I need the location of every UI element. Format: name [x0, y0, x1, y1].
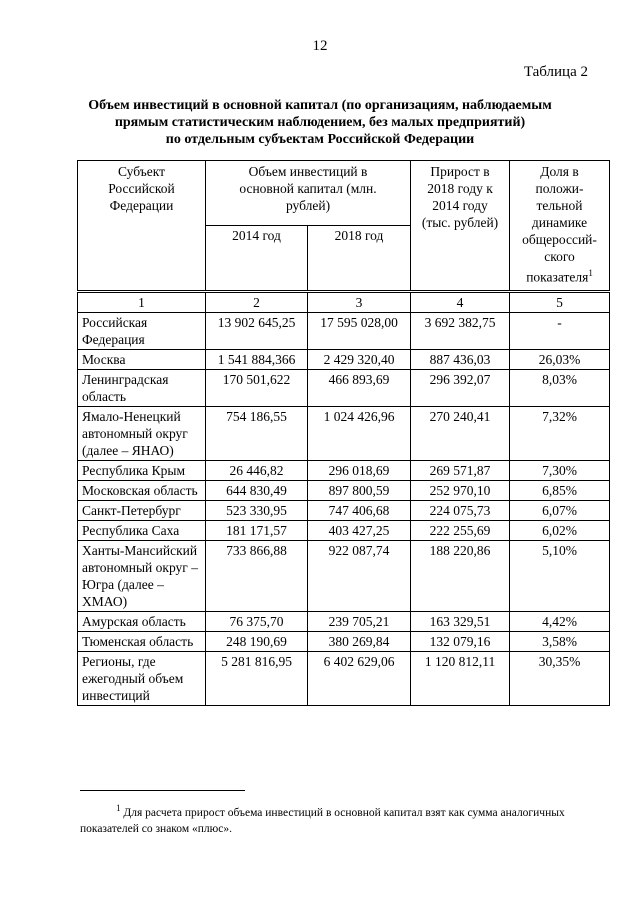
table-row: [78, 349, 610, 369]
column-index: 2: [206, 291, 308, 312]
value-2018: 922 087,74: [308, 540, 411, 611]
investment-table: [77, 160, 610, 706]
table-row: [78, 540, 610, 611]
value-2018: 296 018,69: [308, 460, 411, 480]
growth-value: 188 220,86: [411, 540, 510, 611]
value-2018: 747 406,68: [308, 500, 411, 520]
value-2014: 1 541 884,366: [206, 349, 308, 369]
value-2018: 466 893,69: [308, 369, 411, 406]
table-row: [78, 631, 610, 651]
footnote-ref: 1: [588, 268, 593, 278]
footnote-text: Для расчета прирост объема инвестиций в основной капитал взят как сумма аналогичных показателей со знаком «плюс».: [80, 806, 565, 835]
table-row: [78, 312, 610, 349]
header-share: [510, 161, 610, 292]
column-index: 1: [78, 291, 206, 312]
table-row: [78, 369, 610, 406]
growth-value: 3 692 382,75: [411, 312, 510, 349]
value-2014: 523 330,95: [206, 500, 308, 520]
region-name: Ханты-Мансийский автономный округ – Югра (далее – ХМАО): [78, 540, 206, 611]
column-index-row: [78, 291, 610, 312]
growth-value: 270 240,41: [411, 406, 510, 460]
share-value: 5,10%: [510, 540, 610, 611]
header-share-text: Доля в положи-тельной динамике общероссий-ского показателя: [522, 164, 597, 285]
region-name: Республика Крым: [78, 460, 206, 480]
share-value: 8,03%: [510, 369, 610, 406]
title-line-3: по отдельным субъектам Российской Федерации: [165, 132, 475, 147]
value-2014: 644 830,49: [206, 480, 308, 500]
share-value: 3,58%: [510, 631, 610, 651]
value-2014: 733 866,88: [206, 540, 308, 611]
table-label: Таблица 2: [523, 64, 588, 80]
title-line-2: прямым статистическим наблюдением, без малых предприятий): [114, 115, 526, 130]
value-2014: 754 186,55: [206, 406, 308, 460]
table-row: [78, 500, 610, 520]
growth-value: 163 329,51: [411, 611, 510, 631]
table-row: [78, 480, 610, 500]
growth-value: 222 255,69: [411, 520, 510, 540]
growth-value: 132 079,16: [411, 631, 510, 651]
value-2018: 380 269,84: [308, 631, 411, 651]
page-number: 12: [312, 38, 328, 54]
region-name: Республика Саха: [78, 520, 206, 540]
share-value: 6,02%: [510, 520, 610, 540]
region-name: Регионы, где ежегодный объем инвестиций: [78, 651, 206, 705]
table-row: [78, 520, 610, 540]
region-name: Санкт-Петербург: [78, 500, 206, 520]
region-name: Тюменская область: [78, 631, 206, 651]
region-name: Московская область: [78, 480, 206, 500]
header-volume: Объем инвестиций в основной капитал (млн. рублей): [206, 161, 411, 226]
value-2018: 1 024 426,96: [308, 406, 411, 460]
growth-value: 1 120 812,11: [411, 651, 510, 705]
table-row: [78, 460, 610, 480]
column-index: 3: [308, 291, 411, 312]
column-index: 4: [411, 291, 510, 312]
footnote: [80, 800, 612, 837]
share-value: 26,03%: [510, 349, 610, 369]
value-2014: 13 902 645,25: [206, 312, 308, 349]
growth-value: 887 436,03: [411, 349, 510, 369]
share-value: -: [510, 312, 610, 349]
value-2014: 26 446,82: [206, 460, 308, 480]
region-name: Ленинградская область: [78, 369, 206, 406]
region-name: Москва: [78, 349, 206, 369]
header-subject: Субъект Российской Федерации: [78, 161, 206, 292]
growth-value: 224 075,73: [411, 500, 510, 520]
share-value: 4,42%: [510, 611, 610, 631]
share-value: 7,30%: [510, 460, 610, 480]
growth-value: 269 571,87: [411, 460, 510, 480]
region-name: Амурская область: [78, 611, 206, 631]
share-value: 30,35%: [510, 651, 610, 705]
region-name: Российская Федерация: [78, 312, 206, 349]
value-2014: 248 190,69: [206, 631, 308, 651]
column-index: 5: [510, 291, 610, 312]
growth-value: 296 392,07: [411, 369, 510, 406]
region-name: Ямало-Ненецкий автономный округ (далее – ЯНАО): [78, 406, 206, 460]
header-growth: Прирост в 2018 году к 2014 году (тыс. рублей): [411, 161, 510, 292]
value-2018: 897 800,59: [308, 480, 411, 500]
value-2014: 76 375,70: [206, 611, 308, 631]
footnote-marker: 1: [116, 803, 121, 813]
value-2014: 170 501,622: [206, 369, 308, 406]
header-year-2014: 2014 год: [206, 225, 308, 291]
header-year-2018: 2018 год: [308, 225, 411, 291]
value-2018: 17 595 028,00: [308, 312, 411, 349]
value-2014: 181 171,57: [206, 520, 308, 540]
document-title: [80, 97, 560, 148]
value-2018: 403 427,25: [308, 520, 411, 540]
share-value: 7,32%: [510, 406, 610, 460]
value-2018: 239 705,21: [308, 611, 411, 631]
table-row: [78, 651, 610, 705]
growth-value: 252 970,10: [411, 480, 510, 500]
share-value: 6,85%: [510, 480, 610, 500]
title-line-1: Объем инвестиций в основной капитал (по организациям, наблюдаемым: [88, 98, 552, 113]
value-2018: 2 429 320,40: [308, 349, 411, 369]
table-row: [78, 611, 610, 631]
table-row: [78, 406, 610, 460]
value-2018: 6 402 629,06: [308, 651, 411, 705]
share-value: 6,07%: [510, 500, 610, 520]
value-2014: 5 281 816,95: [206, 651, 308, 705]
footnote-divider: [80, 790, 245, 791]
